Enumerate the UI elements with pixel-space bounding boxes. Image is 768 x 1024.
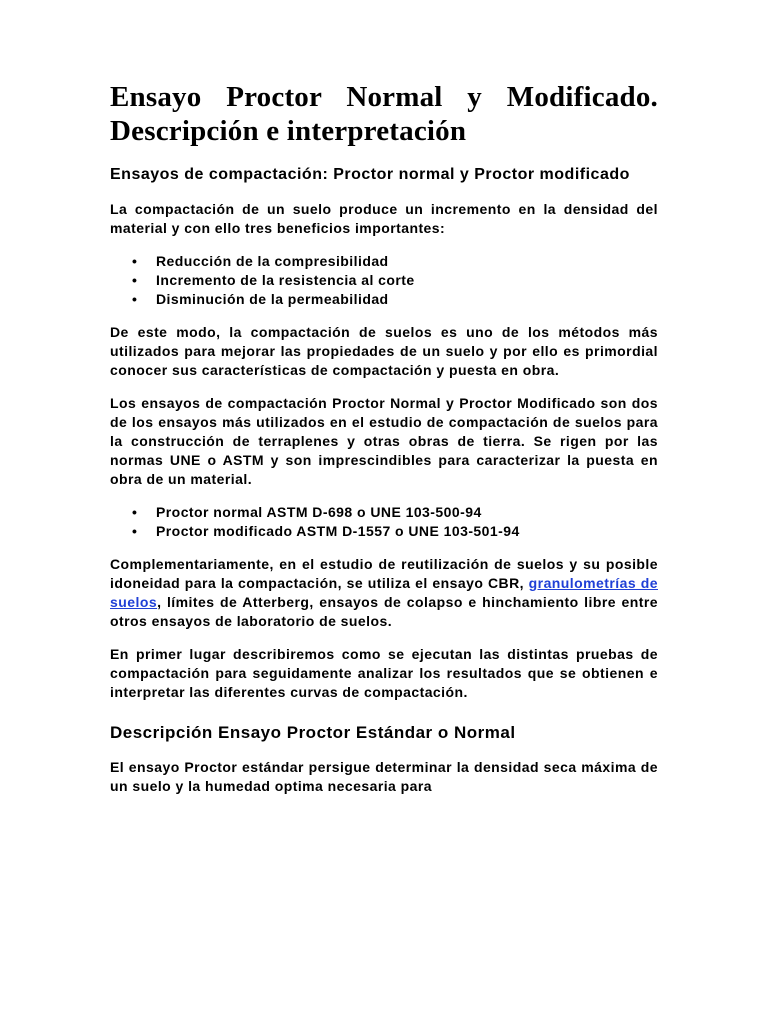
paragraph-metodos: De este modo, la compactación de suelos es uno de los métodos más utilizados para mejorar las propiedades de un suelo y por ello es primordial conocer sus características de compactación y puesta en obra. <box>110 324 658 378</box>
list-item: • Reducción de la compresibilidad <box>156 252 658 271</box>
list-item: • Proctor modificado ASTM D-1557 o UNE 103-501-94 <box>156 522 658 541</box>
paragraph-complementariamente <box>110 555 658 631</box>
granulometrias-link[interactable]: granulometrías de suelos <box>110 575 658 610</box>
paragraph-text-before-link: Complementariamente, en el estudio de reutilización de suelos y su posible idoneidad para la compactación, se utiliza el ensayo CBR, <box>110 556 658 591</box>
paragraph-primer-lugar: En primer lugar describiremos como se ejecutan las distintas pruebas de compactación para seguidamente analizar los resultados que se obtienen e interpretar las diferentes curvas de compactación. <box>110 646 658 700</box>
paragraph-ensayos: Los ensayos de compactación Proctor Normal y Proctor Modificado son dos de los ensayos más utilizados en el estudio de compactación de suelos para la construcción de terraplenes y otras obras de tierra. Se rigen por las normas UNE o ASTM y son imprescindibles para caracterizar la puesta en obra de un material. <box>110 395 658 487</box>
document-title <box>110 80 658 148</box>
benefits-list <box>110 252 658 309</box>
title-line-2: Descripción e interpretación <box>110 115 467 147</box>
section-heading-proctor-estandar: Descripción Ensayo Proctor Estándar o Normal <box>110 723 516 742</box>
paragraph-proctor-estandar: El ensayo Proctor estándar persigue determinar la densidad seca máxima de un suelo y la humedad optima necesaria para <box>110 759 658 794</box>
title-line-1: Ensayo Proctor Normal y Modificado. <box>110 81 658 113</box>
intro-paragraph: La compactación de un suelo produce un incremento en la densidad del material y con ello tres beneficios importantes: <box>110 201 658 236</box>
list-item: • Disminución de la permeabilidad <box>156 290 658 309</box>
standards-list <box>110 503 658 541</box>
paragraph-text-after-link: , límites de Atterberg, ensayos de colapso e hinchamiento libre entre otros ensayos de laboratorio de suelos. <box>110 594 658 629</box>
list-item: • Proctor normal ASTM D-698 o UNE 103-500-94 <box>156 503 658 522</box>
list-item: • Incremento de la resistencia al corte <box>156 271 658 290</box>
section-heading-compactacion: Ensayos de compactación: Proctor normal y Proctor modificado <box>110 166 630 183</box>
